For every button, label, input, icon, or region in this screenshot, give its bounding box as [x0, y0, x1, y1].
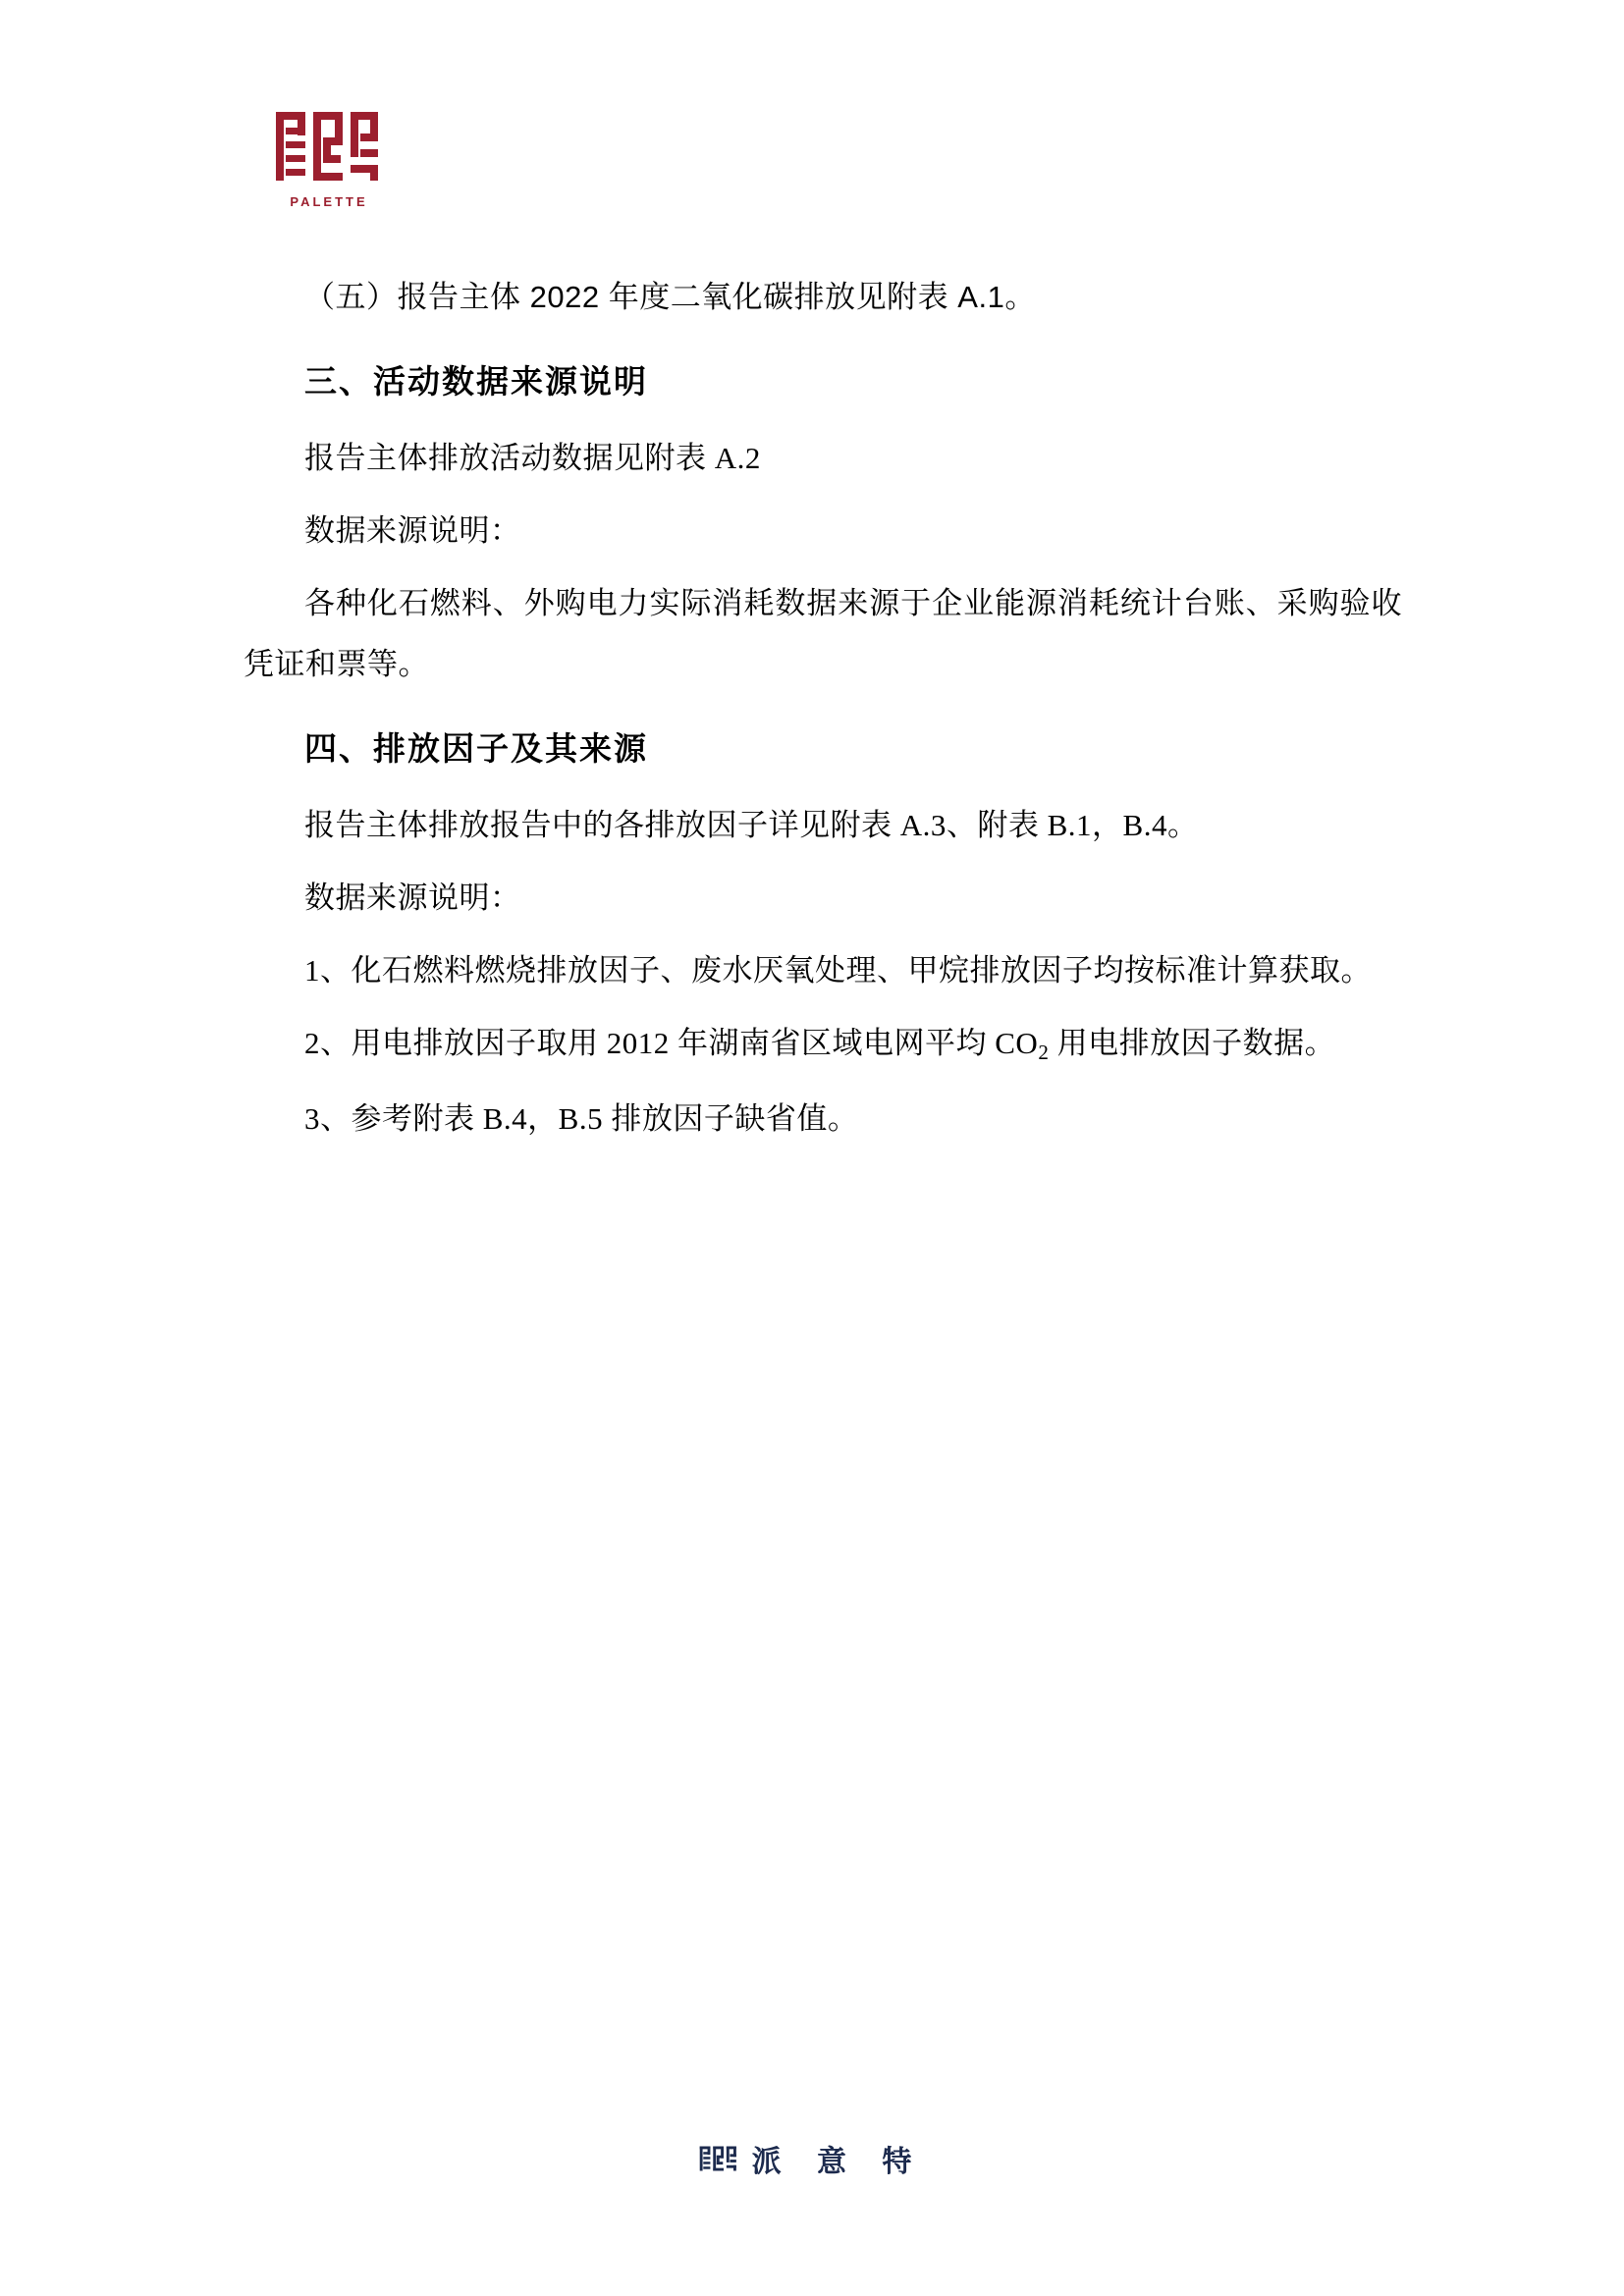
- paragraph-source-body-1: 各种化石燃料、外购电力实际消耗数据来源于企业能源消耗统计台账、采购验收凭证和票等。: [244, 586, 1402, 681]
- paragraph-item-2: [244, 1013, 1402, 1077]
- palette-seal-logo-icon: [274, 106, 384, 187]
- paragraph-item-3: 3、参考附表 B.4，B.5 排放因子缺省值。: [304, 1101, 859, 1136]
- paragraph-emission-factors: 报告主体排放报告中的各排放因子详见附表 A.3、附表 B.1，B.4。: [304, 808, 1199, 842]
- header-logo: [260, 106, 398, 209]
- paragraph-item-1: 1、化石燃料燃烧排放因子、废水厌氧处理、甲烷排放因子均按标准计算获取。: [304, 953, 1372, 988]
- document-body: [244, 267, 1402, 1161]
- paragraph-source-label-2: 数据来源说明：: [304, 881, 521, 915]
- co2-subscript: 2: [1038, 1041, 1050, 1064]
- paragraph-activity-data: 报告主体排放活动数据见附表 A.2: [304, 441, 761, 475]
- paragraph-five: （五）报告主体 2022 年度二氧化碳排放见附表 A.1。: [304, 280, 1036, 314]
- item-2-post: 用电排放因子数据。: [1049, 1026, 1336, 1060]
- logo-wordmark: PALETTE: [290, 194, 368, 209]
- heading-section-four: 四、排放因子及其来源: [304, 730, 648, 767]
- page-footer: [0, 2137, 1624, 2180]
- item-2-pre: 2、用电排放因子取用 2012 年湖南省区域电网平均 CO: [304, 1026, 1039, 1060]
- heading-section-three: 三、活动数据来源说明: [304, 363, 648, 400]
- palette-seal-logo-small-icon: [699, 2139, 738, 2178]
- paragraph-source-label-1: 数据来源说明：: [304, 513, 521, 548]
- footer-brand-text: 派 意 特: [751, 2146, 926, 2178]
